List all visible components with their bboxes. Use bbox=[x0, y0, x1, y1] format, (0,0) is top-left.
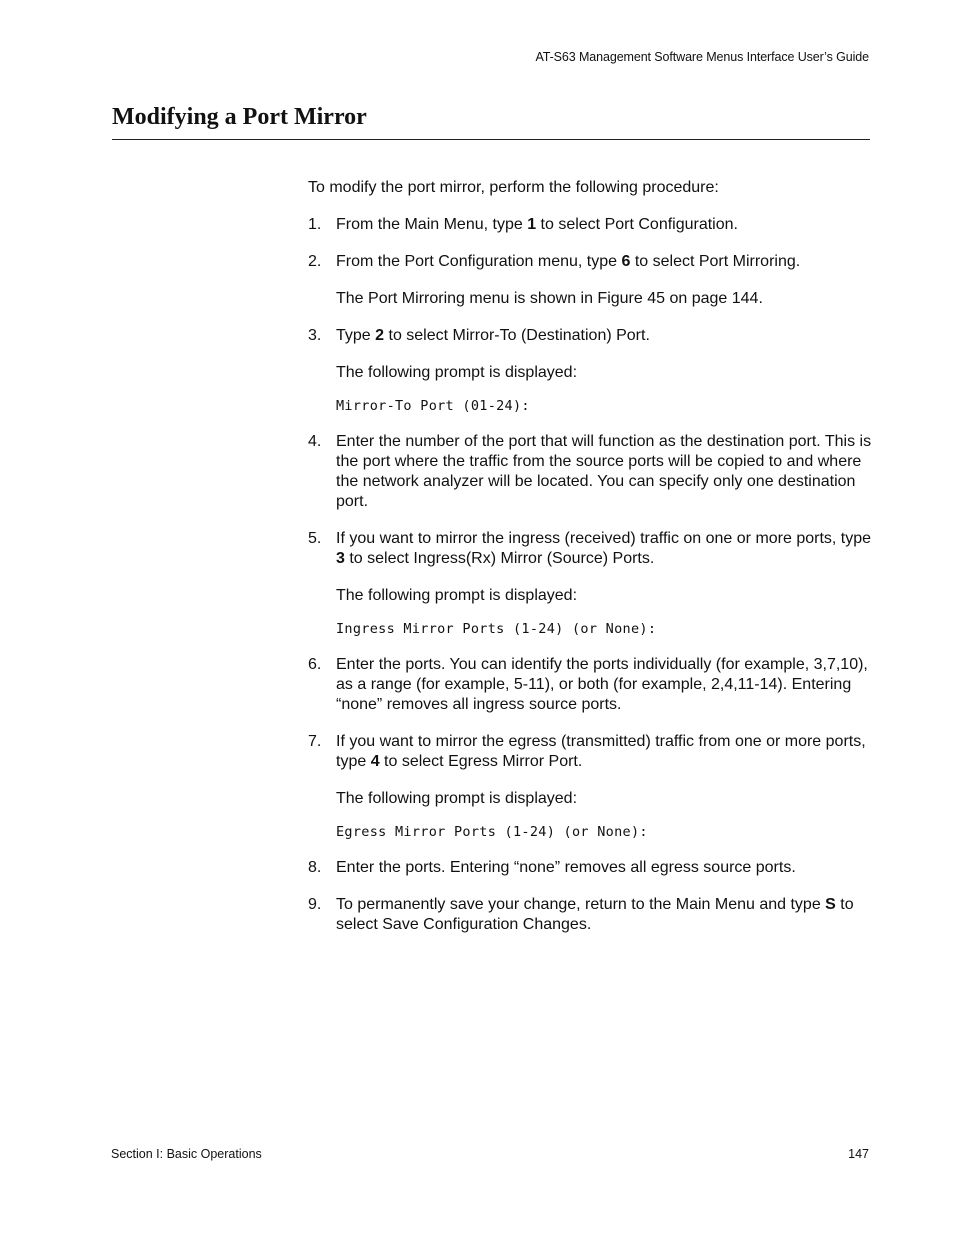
step-5 bbox=[308, 529, 873, 638]
key-6: 6 bbox=[621, 253, 631, 270]
step-text: To permanently save your change, return to the Main Menu and type S to select Save Configuration Changes. bbox=[336, 896, 854, 933]
key-1: 1 bbox=[527, 216, 537, 233]
step-8 bbox=[308, 858, 873, 878]
step-number: 1. bbox=[308, 216, 322, 233]
step-number: 8. bbox=[308, 859, 322, 876]
prompt-code: Ingress Mirror Ports (1-24) (or None): bbox=[336, 621, 657, 637]
key-4: 4 bbox=[370, 753, 380, 770]
key-3: 3 bbox=[336, 550, 345, 567]
step-note: The Port Mirroring menu is shown in Figure 45 on page 144. bbox=[336, 290, 763, 307]
key-2: 2 bbox=[375, 327, 385, 344]
step-2 bbox=[308, 252, 873, 309]
step-text: Enter the ports. You can identify the ports individually (for example, 3,7,10), as a range (for example, 5-11), or both (for example, 2,4,11-14). Entering “none” removes all ingress source ports. bbox=[336, 656, 868, 713]
step-4 bbox=[308, 432, 873, 512]
step-9 bbox=[308, 895, 873, 935]
step-number: 5. bbox=[308, 530, 322, 547]
running-header: AT-S63 Management Software Menus Interface User’s Guide bbox=[535, 50, 869, 64]
step-text: If you want to mirror the egress (transmitted) traffic from one or more ports, type 4 to select Egress Mirror Port. bbox=[336, 733, 866, 770]
step-3 bbox=[308, 326, 873, 415]
step-text: Type 2 to select Mirror-To (Destination) Port. bbox=[336, 327, 650, 344]
step-7 bbox=[308, 732, 873, 841]
title-rule bbox=[112, 139, 870, 140]
step-number: 4. bbox=[308, 433, 322, 450]
step-number: 3. bbox=[308, 327, 322, 344]
step-text: If you want to mirror the ingress (received) traffic on one or more ports, type 3 to select Ingress(Rx) Mirror (Source) Ports. bbox=[336, 530, 872, 567]
section-title: Modifying a Port Mirror bbox=[112, 104, 367, 130]
step-text: Enter the ports. Entering “none” removes all egress source ports. bbox=[336, 859, 796, 876]
step-note: The following prompt is displayed: bbox=[336, 790, 578, 807]
step-text: From the Port Configuration menu, type 6 to select Port Mirroring. bbox=[336, 253, 801, 270]
intro-text: To modify the port mirror, perform the following procedure: bbox=[308, 179, 719, 196]
step-1 bbox=[308, 215, 873, 235]
step-6 bbox=[308, 655, 873, 715]
page-number: 147 bbox=[848, 1147, 869, 1161]
key-s: S bbox=[825, 896, 836, 913]
step-note: The following prompt is displayed: bbox=[336, 587, 578, 604]
footer-section-label: Section I: Basic Operations bbox=[111, 1147, 262, 1161]
step-number: 7. bbox=[308, 733, 322, 750]
step-text: From the Main Menu, type 1 to select Port Configuration. bbox=[336, 216, 738, 233]
procedure-body bbox=[308, 178, 873, 952]
step-note: The following prompt is displayed: bbox=[336, 364, 578, 381]
step-text: Enter the number of the port that will function as the destination port. This is the port where the traffic from the source ports will be copied to and where the network analyzer will be located. You can specify only one destination port. bbox=[336, 433, 872, 510]
step-number: 6. bbox=[308, 656, 322, 673]
step-number: 2. bbox=[308, 253, 322, 270]
prompt-code: Egress Mirror Ports (1-24) (or None): bbox=[336, 824, 648, 840]
prompt-code: Mirror-To Port (01-24): bbox=[336, 398, 530, 414]
step-number: 9. bbox=[308, 896, 322, 913]
